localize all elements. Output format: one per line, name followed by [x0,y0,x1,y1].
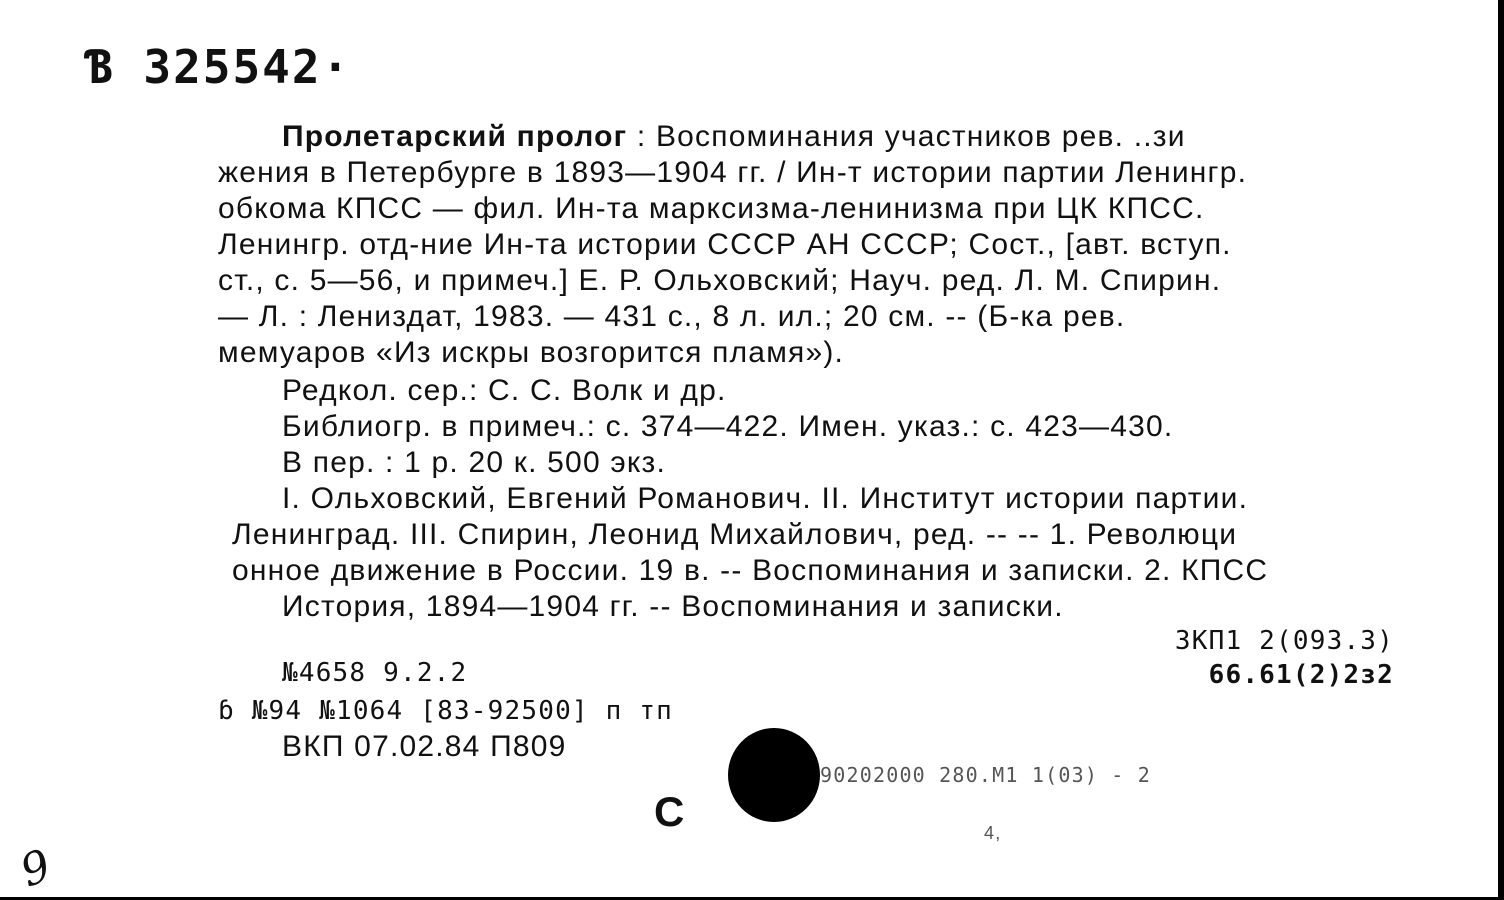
order-number: №4658 9.2.2 [282,658,468,688]
note-editorial-board: Редкол. сер.: С. С. Волк и др. [282,374,727,407]
tracing-line-2: Ленинград. III. Спирин, Леонид Михайлович, ред. -- -- 1. Революци [232,518,1238,551]
description-line-4: Ленингр. отд-ние Ин-та истории СССР АН СССР; Сост., [авт. вступ. [218,228,1232,261]
description-line-5: ст., с. 5—56, и примеч.] Е. Р. Ольховский; Науч. ред. Л. М. Спирин. [218,264,1222,297]
tracing-line-1: I. Ольховский, Евгений Романович. II. Институт истории партии. [282,482,1249,515]
small-mark: 4, [984,823,1002,843]
handwritten-mark: 9 [13,839,59,898]
description-line-6: — Л. : Лениздат, 1983. — 431 с., 8 л. ил.; 20 см. -- (Б-ка рев. [218,300,1126,333]
description-line-2: жения в Петербурге в 1893—1904 гг. / Ин-т истории партии Ленингр. [218,156,1248,189]
note-price: В пер. : 1 р. 20 к. 500 экз. [282,446,667,479]
tracing-line-4: История, 1894—1904 гг. -- Воспоминания и записки. [282,590,1064,623]
tracing-line-3: онное движение в России. 19 в. -- Воспоминания и записки. 2. КПСС [232,554,1269,587]
card-number: Ɓ 325542· [84,40,352,94]
description-line-3: обкома КПСС — фил. Ин-та марксизма-ленинизма при ЦК КПСС. [218,192,1205,225]
code-line: 90202000 280.М1 1(03) - 2 [820,763,1152,787]
classification-line-1: ЗКП1 2(093.3) [1174,626,1394,656]
title-subtitle: : Воспоминания участников рев. ..зи [627,120,1186,153]
print-date: ВКП 07.02.84 П809 [282,730,567,763]
description-line-7: мемуаров «Из искры возгорится пламя»). [218,336,845,369]
description-line-1 [282,120,1186,154]
stamp-letter: С [654,788,686,835]
note-bibliography: Библиогр. в примеч.: с. 374—422. Имен. указ.: с. 423—430. [282,410,1174,443]
ink-blot [728,728,820,822]
book-title: Пролетарский пролог [282,120,628,153]
print-details: ɓ №94 №1064 [83-92500] п тп [218,696,674,726]
classification-line-2: 66.61(2)2з2 [1208,660,1394,690]
